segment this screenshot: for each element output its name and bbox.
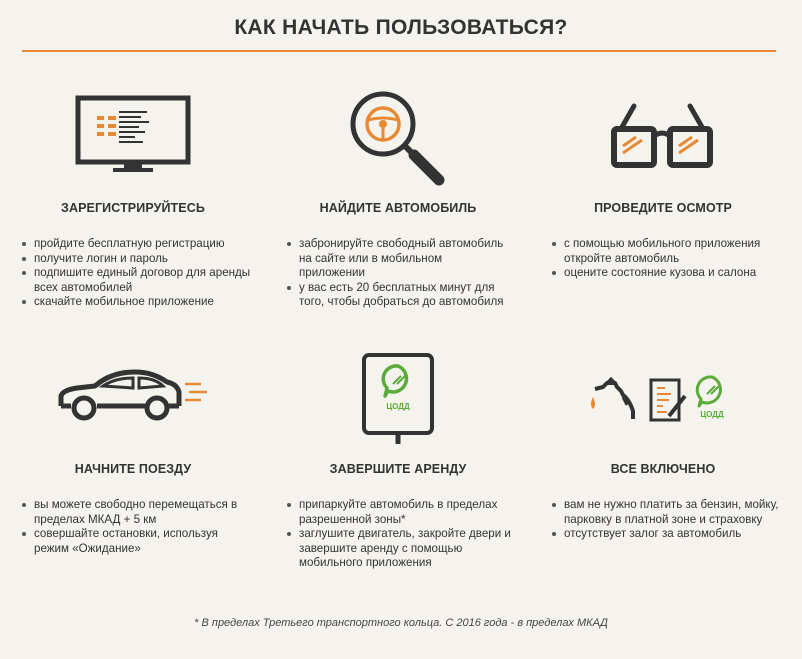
title-divider — [22, 50, 776, 52]
list-item: припаркуйте автомобиль в пределах разрешенной зоны* — [285, 498, 517, 527]
list-item: оцените состояние кузова и салона — [550, 266, 782, 281]
monitor-icon — [75, 95, 191, 173]
list-item: отсутствует залог за автомобиль — [550, 527, 782, 542]
step-list-inspect — [550, 237, 782, 281]
step-heading-inspect: ПРОВЕДИТЕ ОСМОТР — [594, 201, 732, 215]
list-item: с помощью мобильного приложения откройте автомобиль — [550, 237, 782, 266]
car-icon — [55, 366, 211, 426]
glasses-icon — [610, 102, 714, 172]
list-item: подпишите единый договор для аренды всех автомобилей — [20, 266, 252, 295]
list-item: забронируйте свободный автомобиль на сайте или в мобильном приложении — [285, 237, 510, 281]
parking-sign-icon — [361, 352, 435, 444]
step-list-find-car — [285, 237, 510, 310]
step-heading-find-car: НАЙДИТЕ АВТОМОБИЛЬ — [319, 201, 477, 215]
list-item: пройдите бесплатную регистрацию — [20, 237, 252, 252]
document-icon — [649, 378, 689, 424]
step-heading-register: ЗАРЕГИСТРИРУЙТЕСЬ — [61, 201, 205, 215]
magnifier-steering-wheel-icon — [345, 86, 445, 186]
step-list-register — [20, 237, 252, 310]
step-list-end-rent — [285, 498, 517, 571]
page-title: КАК НАЧАТЬ ПОЛЬЗОВАТЬСЯ? — [234, 16, 568, 39]
step-heading-start-trip: НАЧНИТЕ ПОЕЗДУ — [74, 462, 192, 476]
list-item: у вас есть 20 бесплатных минут для того, чтобы добраться до автомобиля — [285, 281, 510, 310]
list-item: вам не нужно платить за бензин, мойку, парковку в платной зоне и страховку — [550, 498, 782, 527]
step-list-all-included — [550, 498, 782, 542]
step-heading-all-included: ВСЕ ВКЛЮЧЕНО — [610, 462, 716, 476]
fuel-nozzle-icon — [585, 375, 641, 423]
codd-label: ЦОДД — [700, 410, 724, 419]
list-item: вы можете свободно перемещаться в пределах МКАД + 5 км — [20, 498, 252, 527]
codd-logo-icon — [693, 374, 731, 422]
footnote: * В пределах Третьего транспортного кольца. С 2016 года - в пределах МКАД — [194, 617, 608, 629]
list-item: получите логин и пароль — [20, 252, 252, 267]
codd-label: ЦОДД — [386, 402, 410, 411]
list-item: скачайте мобильное приложение — [20, 295, 252, 310]
step-list-start-trip — [20, 498, 252, 556]
step-heading-end-rent: ЗАВЕРШИТЕ АРЕНДУ — [329, 462, 467, 476]
list-item: совершайте остановки, используя режим «Ожидание» — [20, 527, 252, 556]
list-item: заглушите двигатель, закройте двери и завершите аренду с помощью мобильного приложения — [285, 527, 517, 571]
